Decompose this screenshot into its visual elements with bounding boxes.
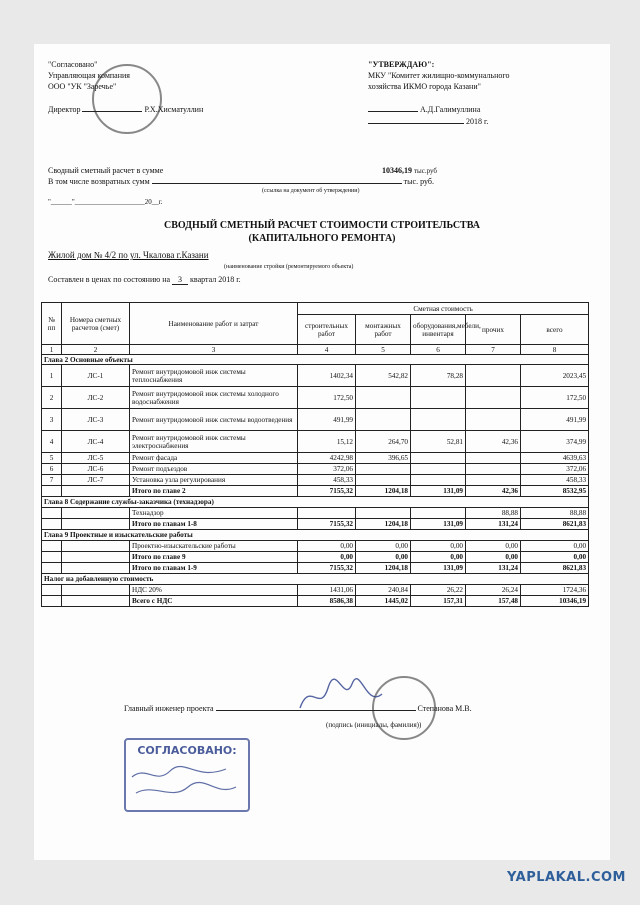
- row-installation: [356, 475, 411, 486]
- watermark-logo: YAPLAKAL.COM: [507, 870, 626, 885]
- row-other: [466, 464, 521, 475]
- total-installation: 1204,18: [356, 486, 411, 497]
- total-label: Итого по главам 1-8: [130, 519, 298, 530]
- row-construction: 4242,98: [298, 453, 356, 464]
- total-other: 157,48: [466, 596, 521, 607]
- total-other: 131,24: [466, 563, 521, 574]
- col-number: 2: [62, 345, 130, 355]
- table-row: [42, 475, 589, 486]
- row-total: 4639,63: [521, 453, 589, 464]
- row-equipment: 52,81: [411, 431, 466, 453]
- total-all: 0,00: [521, 552, 589, 563]
- row-other: 42,36: [466, 431, 521, 453]
- header-num: № пп: [42, 303, 62, 345]
- table-row: [42, 365, 589, 387]
- row-installation: 542,82: [356, 365, 411, 387]
- vat-row: [42, 585, 589, 596]
- row-equipment: 78,28: [411, 365, 466, 387]
- row-other: 88,88: [466, 508, 521, 519]
- row-construction: 1431,06: [298, 585, 356, 596]
- estimate-table: [41, 302, 589, 607]
- total-equipment: 0,00: [411, 552, 466, 563]
- row-num: 3: [42, 409, 62, 431]
- row-construction: 1402,34: [298, 365, 356, 387]
- row-num: 1: [42, 365, 62, 387]
- row-construction: 0,00: [298, 541, 356, 552]
- prices-quarter: 3: [172, 275, 188, 285]
- header-estimate: Номера сметных расчетов (смет): [62, 303, 130, 345]
- row-equipment: 26,22: [411, 585, 466, 596]
- row-total: 172,50: [521, 387, 589, 409]
- row-construction: 15,12: [298, 431, 356, 453]
- total-equipment: 131,09: [411, 519, 466, 530]
- director-name: Р.Х.Хисматуллин: [144, 105, 204, 114]
- table-row: [42, 409, 589, 431]
- prices-prefix: Составлен в ценах по состоянию на: [48, 275, 171, 284]
- row-construction: 172,50: [298, 387, 356, 409]
- table-row: [42, 431, 589, 453]
- total-label: Итого по главам 1-9: [130, 563, 298, 574]
- total-all: 10346,19: [521, 596, 589, 607]
- header-installation: монтажных работ: [356, 315, 411, 345]
- row-code: ЛС-3: [62, 409, 130, 431]
- date-line: "______"____________________20__г.: [48, 198, 163, 206]
- row-installation: 240,84: [356, 585, 411, 596]
- row-name: Технадзор: [130, 508, 298, 519]
- engineer-name: Степанова М.В.: [417, 704, 472, 713]
- total-installation: 1204,18: [356, 519, 411, 530]
- total-sum-label: Сводный сметный расчет в сумме: [48, 166, 164, 175]
- total-construction: 0,00: [298, 552, 356, 563]
- table-row: [42, 453, 589, 464]
- row-total: 88,88: [521, 508, 589, 519]
- approver-line: [368, 105, 480, 114]
- row-equipment: [411, 475, 466, 486]
- row-installation: [356, 409, 411, 431]
- engineer-label: Главный инженер проекта: [124, 704, 214, 713]
- row-other: 26,24: [466, 585, 521, 596]
- col-number: 3: [130, 345, 298, 355]
- total-construction: 7155,32: [298, 486, 356, 497]
- row-total: 491,99: [521, 409, 589, 431]
- row-total: 1724,36: [521, 585, 589, 596]
- prices-line: [48, 275, 241, 285]
- chapter-8-heading: Глава 8 Содержание службы-заказчика (технадзора): [42, 497, 589, 508]
- col-number: 5: [356, 345, 411, 355]
- row-total: 458,33: [521, 475, 589, 486]
- return-sum-line: [48, 177, 434, 186]
- document-page: [34, 44, 610, 860]
- total-sum-value: 10346,19: [382, 166, 412, 175]
- committee-line2: хозяйства ИКМО города Казани": [368, 82, 481, 91]
- row-code: ЛС-6: [62, 464, 130, 475]
- row-installation: [356, 508, 411, 519]
- total-label: Всего с НДС: [130, 596, 298, 607]
- col-number: 6: [411, 345, 466, 355]
- row-name: Ремонт внутридомовой инж системы электроснабжения: [130, 431, 298, 453]
- row-num: 7: [42, 475, 62, 486]
- chapter-9-heading: Глава 9 Проектные и изыскательские работы: [42, 530, 589, 541]
- row-equipment: 0,00: [411, 541, 466, 552]
- sign-note: (подпись (инициалы, фамилия)): [326, 721, 422, 729]
- vat-heading: Налог на добавленную стоимость: [42, 574, 589, 585]
- row-code: ЛС-2: [62, 387, 130, 409]
- total-all: 8621,83: [521, 519, 589, 530]
- row-name: Ремонт внутридомовой инж системы холодного водоснабжения: [130, 387, 298, 409]
- header-name: Наименование работ и затрат: [130, 303, 298, 345]
- row-other: [466, 365, 521, 387]
- stamp-signature-icon: [126, 757, 244, 807]
- prices-suffix: квартал 2018 г.: [190, 275, 241, 284]
- row-installation: [356, 464, 411, 475]
- table-row: [42, 508, 589, 519]
- total-installation: 1204,18: [356, 563, 411, 574]
- document-title: СВОДНЫЙ СМЕТНЫЙ РАСЧЕТ СТОИМОСТИ СТРОИТЕЛЬСТВА: [163, 220, 480, 231]
- row-total: 372,06: [521, 464, 589, 475]
- chapter-2-heading: Глава 2 Основные объекты: [42, 355, 589, 365]
- row-code: ЛС-5: [62, 453, 130, 464]
- approve-date-line: [368, 117, 488, 126]
- row-equipment: [411, 409, 466, 431]
- approver-name: А.Д.Галимуллина: [420, 105, 481, 114]
- header-other: прочих: [466, 315, 521, 345]
- total-other: 42,36: [466, 486, 521, 497]
- col-number: 4: [298, 345, 356, 355]
- total-row-chapters-1-9: [42, 563, 589, 574]
- row-construction: 491,99: [298, 409, 356, 431]
- return-sum-unit: тыс. руб.: [403, 177, 434, 186]
- total-construction: 7155,32: [298, 563, 356, 574]
- company-seal-icon: [92, 64, 162, 134]
- agreed-stamp-text: СОГЛАСОВАНО:: [137, 744, 237, 757]
- total-sum-unit: тыс.руб: [414, 167, 437, 175]
- company-line2: ООО "УК "Заречье": [48, 82, 117, 91]
- total-all: 8532,95: [521, 486, 589, 497]
- document-subtitle: (КАПИТАЛЬНОГО РЕМОНТА): [248, 233, 396, 244]
- object-name: Жилой дом № 4/2 по ул. Чкалова г.Казани: [48, 250, 209, 260]
- return-sum-label: В том числе возвратных сумм: [48, 177, 150, 186]
- row-installation: 396,65: [356, 453, 411, 464]
- row-construction: 458,33: [298, 475, 356, 486]
- row-construction: 372,06: [298, 464, 356, 475]
- director-prefix: Директор: [48, 105, 81, 114]
- total-row-chapter-9: [42, 552, 589, 563]
- company-line1: Управляющая компания: [48, 71, 130, 80]
- row-name: Ремонт фасада: [130, 453, 298, 464]
- row-code: ЛС-1: [62, 365, 130, 387]
- header-equipment: оборудования,мебели, инвентаря: [411, 315, 466, 345]
- total-installation: 0,00: [356, 552, 411, 563]
- row-other: [466, 475, 521, 486]
- row-equipment: [411, 508, 466, 519]
- row-equipment: [411, 387, 466, 409]
- table-row: [42, 387, 589, 409]
- row-name: НДС 20%: [130, 585, 298, 596]
- table-row: [42, 464, 589, 475]
- row-other: [466, 387, 521, 409]
- object-note: (наименование стройки (ремонтируемого объекта): [224, 264, 354, 270]
- row-total: 374,99: [521, 431, 589, 453]
- row-other: [466, 453, 521, 464]
- row-name: Ремонт подъездов: [130, 464, 298, 475]
- row-equipment: [411, 453, 466, 464]
- row-equipment: [411, 464, 466, 475]
- col-number: 7: [466, 345, 521, 355]
- row-num: 4: [42, 431, 62, 453]
- row-name: Ремонт внутридомовой инж системы водоотведения: [130, 409, 298, 431]
- total-all: 8621,83: [521, 563, 589, 574]
- row-other: [466, 409, 521, 431]
- total-construction: 7155,32: [298, 519, 356, 530]
- total-label: Итого по главе 2: [130, 486, 298, 497]
- total-label: Итого по главе 9: [130, 552, 298, 563]
- row-total: 2023,45: [521, 365, 589, 387]
- committee-line1: МКУ "Комитет жилищно-коммунального: [368, 71, 510, 80]
- total-sum-line: [382, 166, 437, 175]
- row-installation: 0,00: [356, 541, 411, 552]
- approve-year: 2018 г.: [466, 117, 489, 126]
- total-other: 0,00: [466, 552, 521, 563]
- total-row-chapters-1-8: [42, 519, 589, 530]
- col-number: 8: [521, 345, 589, 355]
- agreed-heading: "Согласовано": [48, 60, 98, 69]
- row-installation: 264,70: [356, 431, 411, 453]
- total-equipment: 131,09: [411, 563, 466, 574]
- row-code: ЛС-7: [62, 475, 130, 486]
- table-row: [42, 541, 589, 552]
- row-construction: [298, 508, 356, 519]
- row-other: 0,00: [466, 541, 521, 552]
- row-num: 6: [42, 464, 62, 475]
- row-num: 5: [42, 453, 62, 464]
- agreed-stamp: [124, 738, 250, 812]
- header-construction: строительных работ: [298, 315, 356, 345]
- grand-total-row: [42, 596, 589, 607]
- approve-heading: "УТВЕРЖДАЮ":: [368, 60, 435, 69]
- total-row-chapter-2: [42, 486, 589, 497]
- row-name: Установка узла регулирования: [130, 475, 298, 486]
- header-cost: Сметная стоимость: [298, 303, 589, 315]
- total-other: 131,24: [466, 519, 521, 530]
- header-total: всего: [521, 315, 589, 345]
- col-number: 1: [42, 345, 62, 355]
- total-equipment: 157,31: [411, 596, 466, 607]
- signature-icon: [296, 674, 386, 718]
- row-name: Проектно-изыскательские работы: [130, 541, 298, 552]
- row-num: 2: [42, 387, 62, 409]
- link-note: (ссылка на документ об утверждении): [262, 188, 360, 194]
- row-installation: [356, 387, 411, 409]
- total-installation: 1445,02: [356, 596, 411, 607]
- row-code: ЛС-4: [62, 431, 130, 453]
- row-name: Ремонт внутридомовой инж системы теплоснабжения: [130, 365, 298, 387]
- total-construction: 8586,38: [298, 596, 356, 607]
- row-total: 0,00: [521, 541, 589, 552]
- total-equipment: 131,09: [411, 486, 466, 497]
